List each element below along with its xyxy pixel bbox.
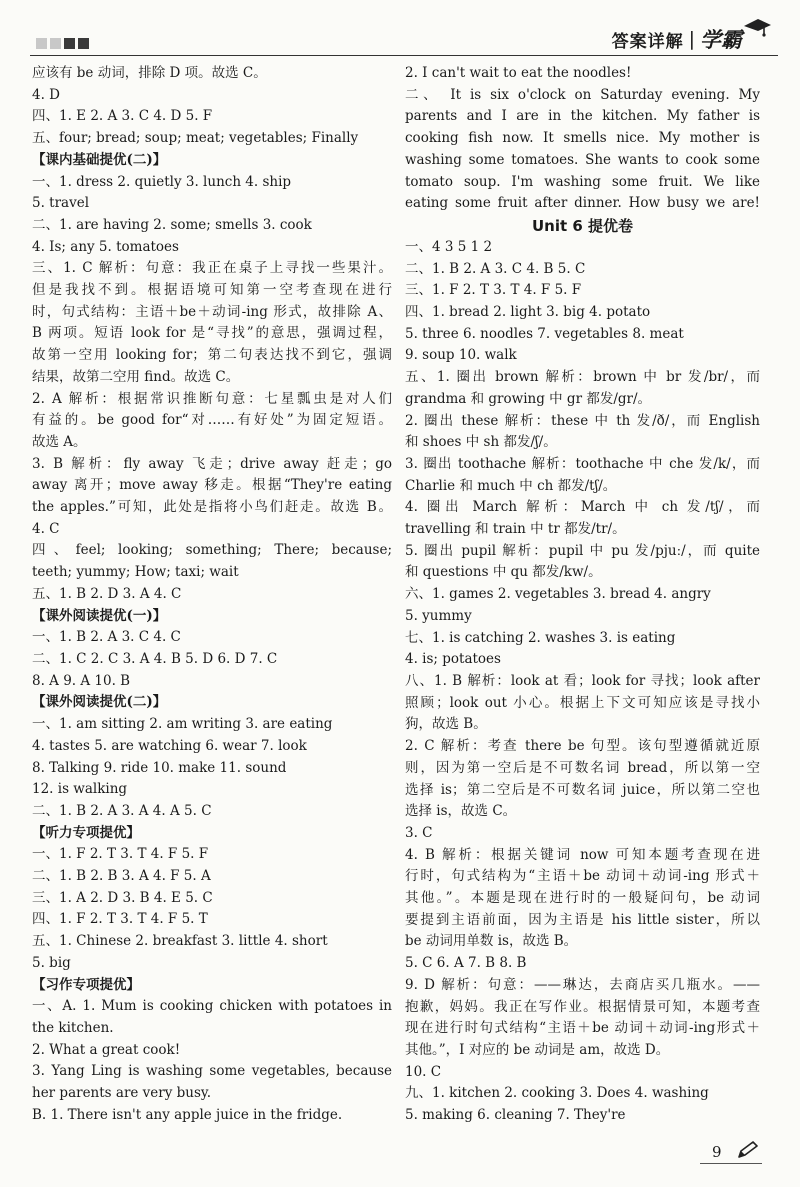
answer-line: 五、1. Chinese 2. breakfast 3. little 4. short xyxy=(32,933,328,950)
answer-line: 5. 圈出 pupil 解析：pupil 中 pu 发/pjuː/，而 quite xyxy=(405,542,760,559)
answer-line: parents and I are in the kitchen. My father is xyxy=(405,108,760,125)
section-heading: Unit 6 提优卷 xyxy=(531,216,634,235)
answer-line: 和 shoes 中 sh 都发/ʃ/。 xyxy=(405,434,557,451)
pencil-icon xyxy=(736,1140,760,1160)
answer-line: 5. making 6. cleaning 7. They're xyxy=(405,1107,626,1124)
answer-line: the kitchen. xyxy=(32,1019,114,1036)
answer-line: 四、1. E 2. A 3. C 4. D 5. F xyxy=(32,108,213,125)
answer-line: 但是我找不到。根据语境可知第一空考查现在进行 xyxy=(32,282,392,299)
answer-line: 其他。”，I 对应的 be 动词是 am，故选 D。 xyxy=(405,1041,670,1058)
footer-rule xyxy=(700,1163,762,1164)
answer-line: B 两项。短语 look for 是“寻找”的意思，强调过程， xyxy=(32,325,392,342)
answer-line: 七、1. is catching 2. washes 3. is eating xyxy=(405,629,676,646)
answer-line: 4. D xyxy=(32,86,60,103)
answer-line: 一、1. am sitting 2. am writing 3. are eating xyxy=(32,716,333,733)
answer-line: 应该有 be 动词，排除 D 项。故选 C。 xyxy=(32,65,267,81)
answer-line: 故选 A。 xyxy=(32,433,87,450)
answer-line: 3. 圈出 toothache 解析：toothache 中 che 发/k/，而 xyxy=(405,455,760,472)
answer-line: 9. soup 10. walk xyxy=(405,347,517,364)
answer-line: 四、1. bread 2. light 3. big 4. potato xyxy=(405,304,651,321)
answer-line: teeth; yummy; How; taxi; wait xyxy=(32,564,239,581)
page-number: 9 xyxy=(712,1143,722,1161)
answer-line: 8. Talking 9. ride 10. make 11. sound xyxy=(32,759,287,776)
decoration-square xyxy=(50,38,61,49)
answer-line: 四、1. F 2. T 3. T 4. F 5. T xyxy=(32,911,208,928)
answer-line: 抱歉，妈妈。我正在写作业。根据情景可知，本题考查 xyxy=(405,998,760,1015)
answer-line: 二、1. B 2. A 3. C 4. B 5. C xyxy=(405,260,586,277)
answer-line: Charlie 和 much 中 ch 都发/tʃ/。 xyxy=(405,477,617,494)
section-heading: 【课外阅读提优(二)】 xyxy=(32,694,167,711)
header-decoration-squares xyxy=(36,38,89,49)
answer-line: 有益的。be good for“对……有好处”为固定短语。 xyxy=(32,412,392,429)
answer-line: 10. C xyxy=(405,1063,442,1080)
header-title: 答案详解 xyxy=(611,31,684,52)
answer-line: 9. D 解析：句意：——琳达，去商店买几瓶水。—— xyxy=(405,976,760,993)
answer-line: 照顾；look out 小心。根据上下文可知应该是寻找小 xyxy=(405,694,760,711)
answer-line: 3. Yang Ling is washing some vegetables, because xyxy=(32,1063,392,1080)
answer-line: travelling 和 train 中 tr 都发/tr/。 xyxy=(405,521,626,538)
answer-line: 3. C xyxy=(405,824,433,841)
answer-line: 则，因为第一空后是不可数名词 bread，所以第一空 xyxy=(405,759,760,776)
answer-line: 六、1. games 2. vegetables 3. bread 4. angry xyxy=(405,586,711,603)
answer-line: 一、A. 1. Mum is cooking chicken with potatoes in xyxy=(32,998,392,1015)
answer-line: 2. A 解析：根据常识推断句意：七星瓢虫是对人们 xyxy=(32,390,392,407)
answer-line: 五、1. 圈出 brown 解析：brown 中 br 发/br/，而 xyxy=(405,369,760,386)
answer-line: 九、1. kitchen 2. cooking 3. Does 4. washing xyxy=(405,1085,709,1102)
header-rule xyxy=(30,55,778,56)
graduation-cap-icon xyxy=(742,14,772,40)
answer-line: 4. 圈出 March 解析：March 中 ch 发/tʃ/，而 xyxy=(405,499,760,516)
brand-name: 学霸 xyxy=(700,28,742,52)
answer-line: 五、1. B 2. D 3. A 4. C xyxy=(32,585,182,602)
answer-line: 三、1. C 解析：句意：我正在桌子上寻找一些果汁。 xyxy=(32,260,392,277)
answer-line: 2. I can't wait to eat the noodles! xyxy=(405,65,632,81)
answer-line: 一、1. dress 2. quietly 3. lunch 4. ship xyxy=(32,173,292,190)
answer-line: 4. is; potatoes xyxy=(405,651,501,668)
answer-line: 要提到主语前面，因为主语是 his little sister，所以 xyxy=(405,911,760,928)
answer-line: 三、1. F 2. T 3. T 4. F 5. F xyxy=(405,282,582,299)
answer-line: 二、1. B 2. B 3. A 4. F 5. A xyxy=(32,868,211,885)
answer-line: the apples.”可知，此处是指将小鸟们赶走。故选 B。 xyxy=(32,499,392,516)
answer-line: 2. 圈出 these 解析：these 中 th 发/ð/，而 English xyxy=(405,412,760,429)
answer-line: 二、 It is six o'clock on Saturday evening. My xyxy=(405,86,760,103)
answer-line: eating some fruit after dinner. How busy we are! xyxy=(405,195,760,212)
answer-line: 5. yummy xyxy=(405,607,472,624)
answer-line: 选择 is，故选 C。 xyxy=(405,803,517,820)
answer-line: 2. What a great cook! xyxy=(32,1041,181,1058)
answer-line: 一、1. F 2. T 3. T 4. F 5. F xyxy=(32,846,209,863)
answer-line: 二、1. are having 2. some; smells 3. cook xyxy=(32,216,312,233)
answer-line: 五、four; bread; soup; meat; vegetables; Finally xyxy=(32,130,359,147)
answer-line: 结果，故第二空用 find。故选 C。 xyxy=(32,368,240,385)
section-heading: 【习作专项提优】 xyxy=(32,976,140,993)
answer-line: her parents are very busy. xyxy=(32,1085,212,1102)
answer-line: 狗，故选 B。 xyxy=(405,716,487,733)
answer-line: washing some tomatoes. She wants to cook some xyxy=(405,151,760,168)
answer-line: 4. C xyxy=(32,520,60,537)
answer-line: 和 questions 中 qu 都发/kw/。 xyxy=(405,564,602,581)
decoration-square xyxy=(36,38,47,49)
header-separator: | xyxy=(688,28,695,50)
answer-line: 5. three 6. noodles 7. vegetables 8. meat xyxy=(405,325,684,342)
section-heading: 【课内基础提优(二)】 xyxy=(32,151,167,168)
answer-line: 现在进行时句式结构“主语＋be 动词＋动词-ing形式＋ xyxy=(405,1020,760,1037)
section-heading: 【课外阅读提优(一)】 xyxy=(32,607,167,624)
page-header xyxy=(0,0,800,58)
answer-line: away 离开；move away 移走。根据“They're eating xyxy=(32,477,392,494)
answer-line: 2. C 解析：考查 there be 句型。该句型遵循就近原 xyxy=(405,738,760,755)
left-column xyxy=(32,63,392,1126)
answer-line: 5. big xyxy=(32,954,71,971)
answer-line: B. 1. There isn't any apple juice in the fridge. xyxy=(32,1106,343,1123)
answer-line: 8. A 9. A 10. B xyxy=(32,672,131,689)
answer-line: cooking fish now. It smells nice. My mother is xyxy=(405,130,760,147)
answer-line: 3. B 解析：fly away 飞走；drive away 赶走；go xyxy=(32,455,392,472)
header-title-group xyxy=(612,24,742,54)
answer-line: 四、feel; looking; something; There; because; xyxy=(32,542,392,559)
answer-line: 其他。”。本题是现在进行时的一般疑问句，be 动词 xyxy=(405,890,760,907)
answer-line: 一、4 3 5 1 2 xyxy=(405,238,493,255)
answer-line: 二、1. B 2. A 3. A 4. A 5. C xyxy=(32,802,212,819)
answer-line: 八、1. B 解析：look at 看；look for 寻找；look after xyxy=(405,672,760,689)
answer-line: 4. tastes 5. are watching 6. wear 7. look xyxy=(32,737,307,754)
decoration-square xyxy=(64,38,75,49)
right-column xyxy=(405,63,760,1127)
answer-line: 故第一空用 looking for；第二句表达找不到它，强调 xyxy=(32,347,392,364)
answer-line: 时，句式结构：主语＋be＋动词-ing 形式，故排除 A、 xyxy=(32,303,392,320)
answer-line: 二、1. C 2. C 3. A 4. B 5. D 6. D 7. C xyxy=(32,650,278,667)
answer-line: 5. C 6. A 7. B 8. B xyxy=(405,955,527,972)
answer-line: 4. B 解析：根据关键词 now 可知本题考查现在进 xyxy=(405,846,760,863)
answer-line: 12. is walking xyxy=(32,781,128,798)
answer-line: tomato soup. I'm washing some fruit. We like xyxy=(405,173,760,190)
answer-line: 三、1. A 2. D 3. B 4. E 5. C xyxy=(32,889,213,906)
decoration-square xyxy=(78,38,89,49)
answer-line: be 动词用单数 is，故选 B。 xyxy=(405,933,578,950)
answer-line: 行时，句式结构为“主语＋be 动词＋动词-ing 形式＋ xyxy=(405,868,760,885)
section-heading: 【听力专项提优】 xyxy=(32,824,140,841)
answer-line: 一、1. B 2. A 3. C 4. C xyxy=(32,629,181,646)
answer-line: 选择 is；第二空后是不可数名词 juice，所以第二空也 xyxy=(405,781,760,798)
answer-line: grandma 和 growing 中 gr 都发/gr/。 xyxy=(405,390,652,407)
answer-line: 4. Is; any 5. tomatoes xyxy=(32,238,179,255)
answer-line: 5. travel xyxy=(32,195,90,212)
